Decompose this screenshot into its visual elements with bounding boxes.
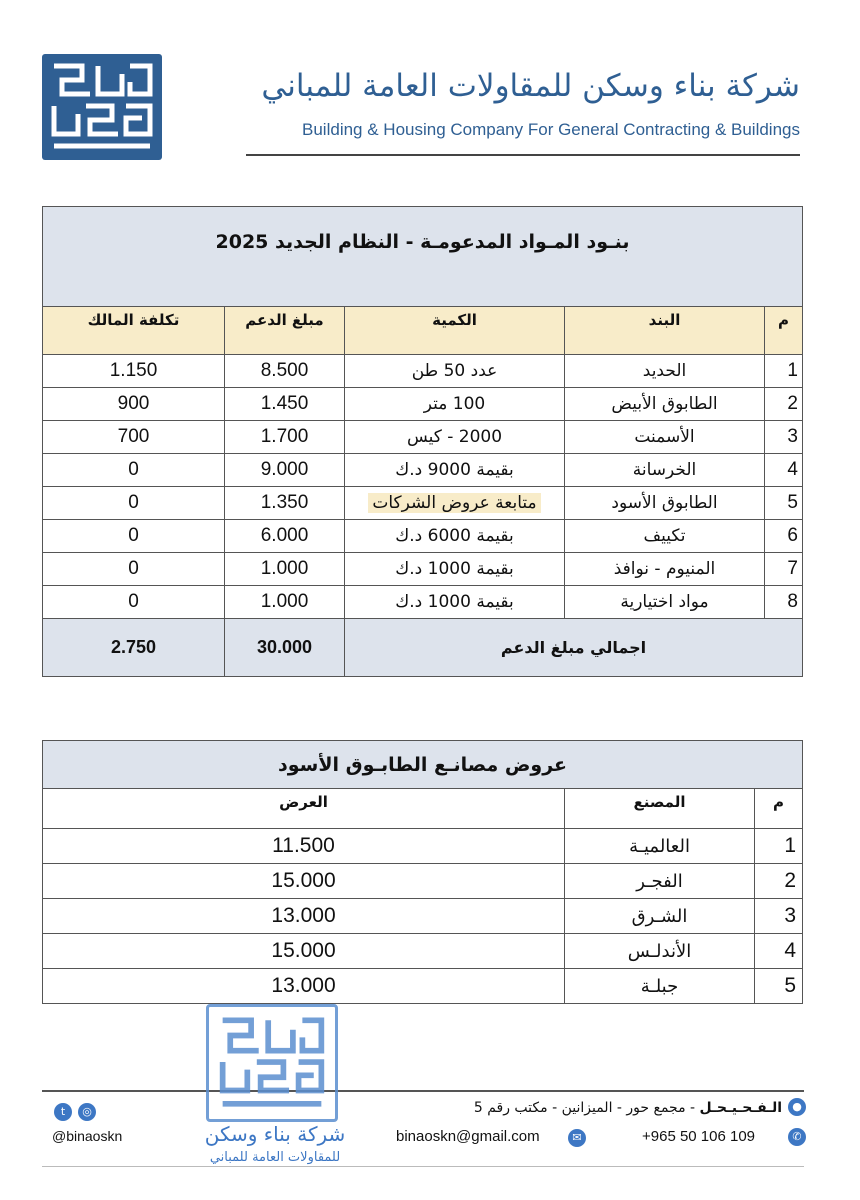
row-item: تكييف bbox=[565, 520, 765, 553]
row-number: 5 bbox=[765, 487, 803, 520]
row-number: 4 bbox=[765, 454, 803, 487]
header-divider bbox=[246, 154, 800, 156]
company-name-arabic: شركة بناء وسكن للمقاولات العامة للمباني bbox=[261, 68, 800, 104]
row-offer: 15.000 bbox=[43, 864, 565, 899]
row-number: 4 bbox=[755, 934, 803, 969]
col-header-factory: المصنع bbox=[565, 789, 755, 829]
footer-email[interactable]: binaoskn@gmail.com bbox=[396, 1128, 540, 1145]
row-quantity-highlighted: متابعة عروض الشركات bbox=[368, 493, 540, 513]
address-details: - مجمع حور - الميزانين - مكتب رقم 5 bbox=[473, 1100, 700, 1116]
row-quantity: 2000 - كيس bbox=[345, 421, 565, 454]
row-owner-cost: 0 bbox=[43, 487, 225, 520]
row-factory: العالميـة bbox=[565, 829, 755, 864]
table-row bbox=[43, 899, 803, 934]
row-number: 6 bbox=[765, 520, 803, 553]
company-name-english: Building & Housing Company For General Contracting & Buildings bbox=[302, 120, 800, 139]
row-support: 1.000 bbox=[225, 586, 345, 619]
row-owner-cost: 1.150 bbox=[43, 355, 225, 388]
kufic-logo-icon bbox=[42, 54, 162, 160]
row-quantity: بقيمة 1000 د.ك bbox=[345, 586, 565, 619]
row-offer: 15.000 bbox=[43, 934, 565, 969]
col-header-owner-cost: تكلفة المالك bbox=[43, 307, 225, 355]
location-icon: ● bbox=[788, 1098, 806, 1116]
row-number: 8 bbox=[765, 586, 803, 619]
row-support: 9.000 bbox=[225, 454, 345, 487]
email-icon: ✉ bbox=[568, 1129, 586, 1147]
materials-table-title: بنـود المـواد المدعومـة - النظام الجديد 2025 bbox=[43, 207, 803, 307]
row-owner-cost: 0 bbox=[43, 553, 225, 586]
row-quantity: بقيمة 6000 د.ك bbox=[345, 520, 565, 553]
row-item: الطابوق الأسود bbox=[565, 487, 765, 520]
table-row bbox=[43, 520, 803, 553]
col-header-item: البند bbox=[565, 307, 765, 355]
col-header-offer: العرض bbox=[43, 789, 565, 829]
col-header-support: مبلغ الدعم bbox=[225, 307, 345, 355]
social-handle[interactable]: @binaoskn bbox=[52, 1128, 123, 1144]
table-row bbox=[43, 969, 803, 1004]
row-number: 2 bbox=[755, 864, 803, 899]
row-offer: 13.000 bbox=[43, 899, 565, 934]
total-owner-cost: 2.750 bbox=[43, 619, 225, 677]
row-support: 1.700 bbox=[225, 421, 345, 454]
brick-factory-offers-table bbox=[42, 740, 803, 1004]
table-row bbox=[43, 421, 803, 454]
row-item: مواد اختيارية bbox=[565, 586, 765, 619]
total-label: اجمالي مبلغ الدعم bbox=[345, 619, 803, 677]
row-quantity: بقيمة 9000 د.ك bbox=[345, 454, 565, 487]
bottom-divider bbox=[42, 1166, 804, 1167]
row-support: 6.000 bbox=[225, 520, 345, 553]
stamp-company-name: شركة بناء وسكن bbox=[204, 1122, 346, 1146]
table-row bbox=[43, 864, 803, 899]
row-number: 7 bbox=[765, 553, 803, 586]
row-number: 1 bbox=[755, 829, 803, 864]
table-row bbox=[43, 355, 803, 388]
row-owner-cost: 900 bbox=[43, 388, 225, 421]
footer-phone[interactable]: +965 50 106 109 bbox=[642, 1128, 756, 1145]
offers-table-header bbox=[43, 789, 803, 829]
footer-divider bbox=[42, 1090, 804, 1092]
row-factory: الفجـر bbox=[565, 864, 755, 899]
table-row bbox=[43, 487, 803, 520]
row-quantity: 100 متر bbox=[345, 388, 565, 421]
table-row bbox=[43, 388, 803, 421]
row-item: المنيوم - نوافذ bbox=[565, 553, 765, 586]
col-header-m: م bbox=[755, 789, 803, 829]
table-row bbox=[43, 934, 803, 969]
row-offer: 11.500 bbox=[43, 829, 565, 864]
table-row bbox=[43, 829, 803, 864]
row-offer: 13.000 bbox=[43, 969, 565, 1004]
stamp-company-subtitle: للمقاولات العامة للمباني bbox=[209, 1150, 341, 1165]
table-row bbox=[43, 586, 803, 619]
row-factory: الأندلـس bbox=[565, 934, 755, 969]
row-support: 1.450 bbox=[225, 388, 345, 421]
row-number: 3 bbox=[765, 421, 803, 454]
row-item: الطابوق الأبيض bbox=[565, 388, 765, 421]
company-stamp bbox=[206, 1004, 338, 1122]
row-quantity: عدد 50 طن bbox=[345, 355, 565, 388]
row-factory: جبلـة bbox=[565, 969, 755, 1004]
row-number: 1 bbox=[765, 355, 803, 388]
address-city: الـفـحـيـحـل bbox=[699, 1100, 782, 1116]
row-item: الخرسانة bbox=[565, 454, 765, 487]
row-quantity-cell bbox=[345, 487, 565, 520]
row-factory: الشـرق bbox=[565, 899, 755, 934]
col-header-quantity: الكمية bbox=[345, 307, 565, 355]
twitter-icon[interactable]: t bbox=[54, 1103, 72, 1121]
materials-table-header bbox=[43, 307, 803, 355]
row-quantity: بقيمة 1000 د.ك bbox=[345, 553, 565, 586]
stamp-kufic-icon bbox=[209, 1007, 335, 1119]
total-support: 30.000 bbox=[225, 619, 345, 677]
table-row bbox=[43, 454, 803, 487]
row-number: 5 bbox=[755, 969, 803, 1004]
row-support: 8.500 bbox=[225, 355, 345, 388]
row-owner-cost: 700 bbox=[43, 421, 225, 454]
row-number: 2 bbox=[765, 388, 803, 421]
offers-table-title: عروض مصانـع الطابـوق الأسود bbox=[43, 741, 803, 789]
row-support: 1.350 bbox=[225, 487, 345, 520]
row-owner-cost: 0 bbox=[43, 454, 225, 487]
table-row bbox=[43, 553, 803, 586]
row-support: 1.000 bbox=[225, 553, 345, 586]
row-number: 3 bbox=[755, 899, 803, 934]
col-header-m: م bbox=[765, 307, 803, 355]
supported-materials-table bbox=[42, 206, 803, 677]
phone-icon: ✆ bbox=[788, 1128, 806, 1146]
row-item: الحديد bbox=[565, 355, 765, 388]
row-owner-cost: 0 bbox=[43, 586, 225, 619]
company-logo bbox=[42, 54, 162, 160]
instagram-icon[interactable]: ◎ bbox=[78, 1103, 96, 1121]
footer-address bbox=[474, 1100, 782, 1116]
row-item: الأسمنت bbox=[565, 421, 765, 454]
row-owner-cost: 0 bbox=[43, 520, 225, 553]
total-row bbox=[43, 619, 803, 677]
